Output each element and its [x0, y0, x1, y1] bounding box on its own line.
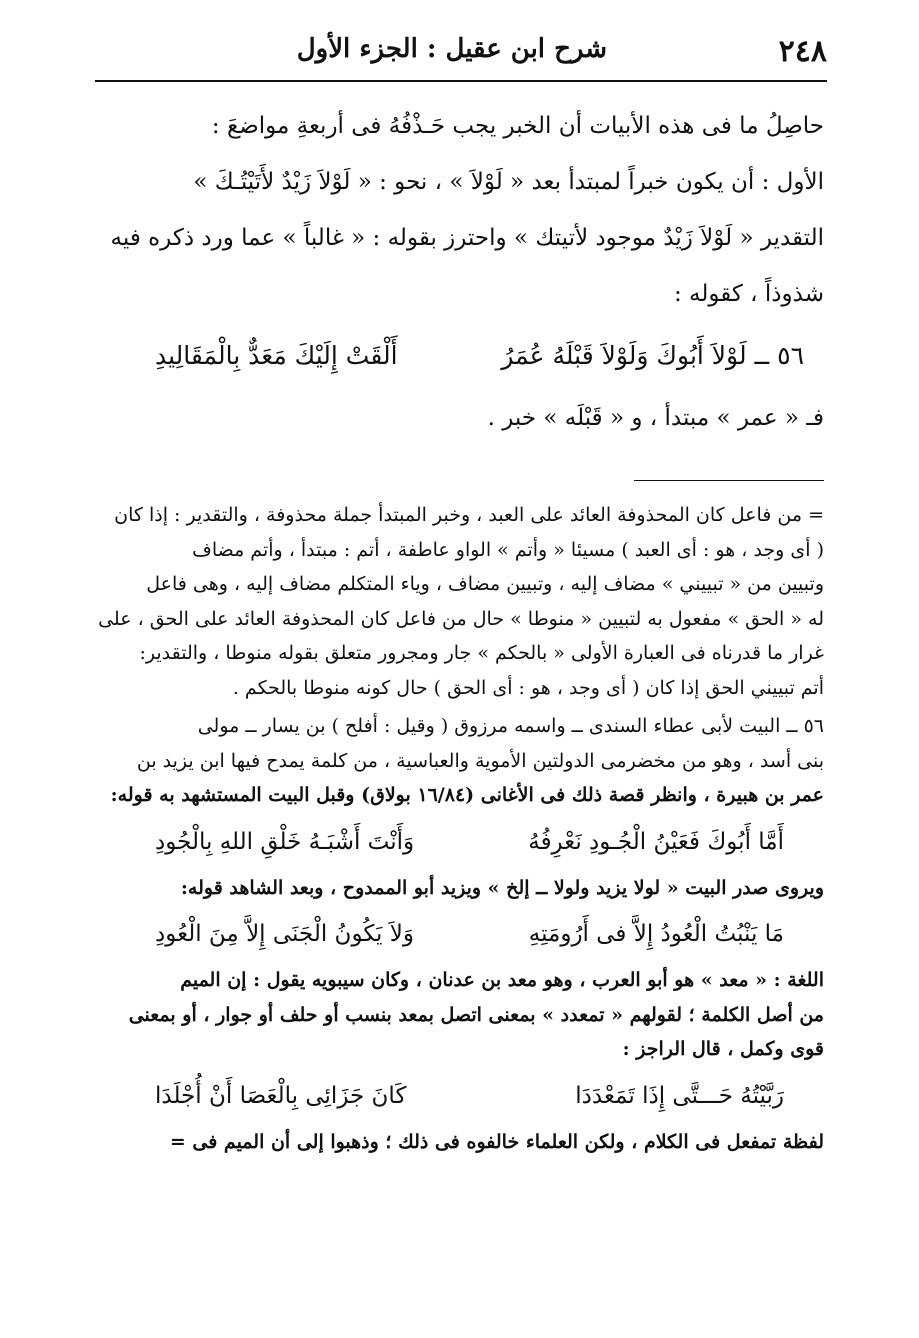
lexicon-line: اللغة : « معد » هو أبو العرب ، وهو معد بن عدنان ، وكان سيبويه يقول : إن الميم	[180, 969, 824, 991]
page-header	[95, 28, 827, 80]
note-line: ( أى وجد ، هو : أى العبد ) مسيئا « وأتم » الواو عاطفة ، أتم : مبتدأ ، وأتم مضاف	[192, 538, 824, 561]
closing-line: لفظة تمفعل فى الكلام ، ولكن العلماء خالفوه فى ذلك ؛ وذهبوا إلى أن الميم فى =	[169, 1130, 824, 1153]
first-case-line-1: الأول : أن يكون خبراً لمبتدأ بعد « لَوْلاَ » ، نحو : « لَوْلاَ زَيْدٌ لأَتَيْتُـكَ »	[193, 169, 824, 195]
note-line: = من فاعل كان المحذوفة العائد على العبد ، وخبر المبتدأ جملة محذوفة ، والتقدير : إذا كان	[114, 504, 824, 526]
following-verse-second-hemistich: وَلاَ يَكُونُ الْجَنَى إِلاَّ مِنَ الْعُودِ	[155, 921, 414, 947]
note-line: أتم تبييني الحق إذا كان ( أى وجد ، هو : أى الحق ) حال كونه منوطا بالحكم .	[232, 676, 824, 699]
first-case-line-3: شذوذاً ، كقوله :	[674, 281, 824, 307]
verse-56-second-hemistich: أَلْقَتْ إِلَيْكَ مَعَدٌّ بِالْمَقَالِيدِ	[155, 341, 398, 370]
note-56-line: بنى أسد ، وهو من مخضرمى الدولتين الأموية والعباسية ، من كلمة يمدح فيها ابن يزيد بن	[136, 749, 824, 772]
preceding-verse-first-hemistich: أَمَّا أَبُوكَ فَعَيْنُ الْجُـودِ نَعْرِفُهُ	[528, 828, 784, 855]
footnotes	[95, 498, 824, 1159]
verse-56	[95, 322, 824, 390]
rajaz-verse	[95, 1067, 824, 1125]
rajaz-verse-second-hemistich: كَانَ جَزَائِى بِالْعَصَا أَنْ أُجْلَدَا	[155, 1082, 407, 1109]
running-title: شرح ابن عقيل : الجزء الأول	[296, 34, 607, 64]
page-number: ٢٤٨	[778, 34, 827, 69]
note-56-line: عمر بن هبيرة ، وانظر قصة ذلك فى الأغانى (١٦/٨٤ بولاق) وقبل البيت المستشهد به قوله:	[110, 784, 824, 806]
intro-paragraph: حاصِلُ ما فى هذه الأبيات أن الخبر يجب حَـذْفُهُ فى أربعةِ مواضعَ :	[211, 113, 824, 139]
preceding-verse-second-hemistich: وَأَنْتَ أَشْبَـهُ خَلْقِ اللهِ بِالْجُودِ	[155, 828, 415, 855]
narration-line: ويروى صدر البيت « لولا يزيد ولولا ــ إلخ » ويزيد أبو الممدوح ، وبعد الشاهد قوله:	[180, 876, 824, 899]
verse-analysis: فـ « عمر » مبتدأ ، و « قَبْلَه » خبر .	[487, 405, 824, 431]
preceding-verse	[95, 813, 824, 871]
note-line: غرار ما قدرناه فى العبارة الأولى « بالحكم » جار ومجرور متعلق بقوله منوطا ، والتقدير:	[139, 642, 824, 664]
lexicon-line: قوى وكمل ، قال الراجز :	[622, 1038, 824, 1060]
header-rule	[95, 80, 827, 82]
following-verse-first-hemistich: مَا يَنْبُتُ الْعُودُ إِلاَّ فى أَرُومَتِهِ	[528, 921, 784, 947]
footnote-separator	[634, 480, 824, 481]
note-line: وتبيين من « تبييني » مضاف إليه ، وتبيين مضاف ، وياء المتكلم مضاف إليه ، وهى فاعل	[146, 573, 824, 595]
following-verse	[95, 905, 824, 963]
verse-56-first-hemistich: ٥٦ ــ لَوْلاَ أَبُوكَ وَلَوْلاَ قَبْلَهُ عُمَرُ	[501, 341, 804, 370]
note-56-line: ٥٦ ــ البيت لأبى عطاء السندى ــ واسمه مرزوق ( وقيل : أفلح ) بن يسار ــ مولى	[197, 715, 824, 737]
note-line: له « الحق » مفعول به لتبيين « منوطا » حال من فاعل كان المحذوفة العائد على الحق ، على	[98, 607, 824, 630]
lexicon-line: من أصل الكلمة ؛ لقولهم « تمعدد » بمعنى اتصل بمعد بنسب أو حلف أو جوار ، أو بمعنى	[128, 1003, 824, 1026]
main-text	[95, 98, 824, 446]
first-case-line-2: التقدير « لَوْلاَ زَيْدٌ موجود لأتيتك » واحترز بقوله : « غالباً » عما ورد ذكره فيه	[110, 225, 824, 251]
rajaz-verse-first-hemistich: رَبَّيْتُهُ حَـــتَّى إِذَا تَمَعْدَدَا	[575, 1082, 784, 1109]
